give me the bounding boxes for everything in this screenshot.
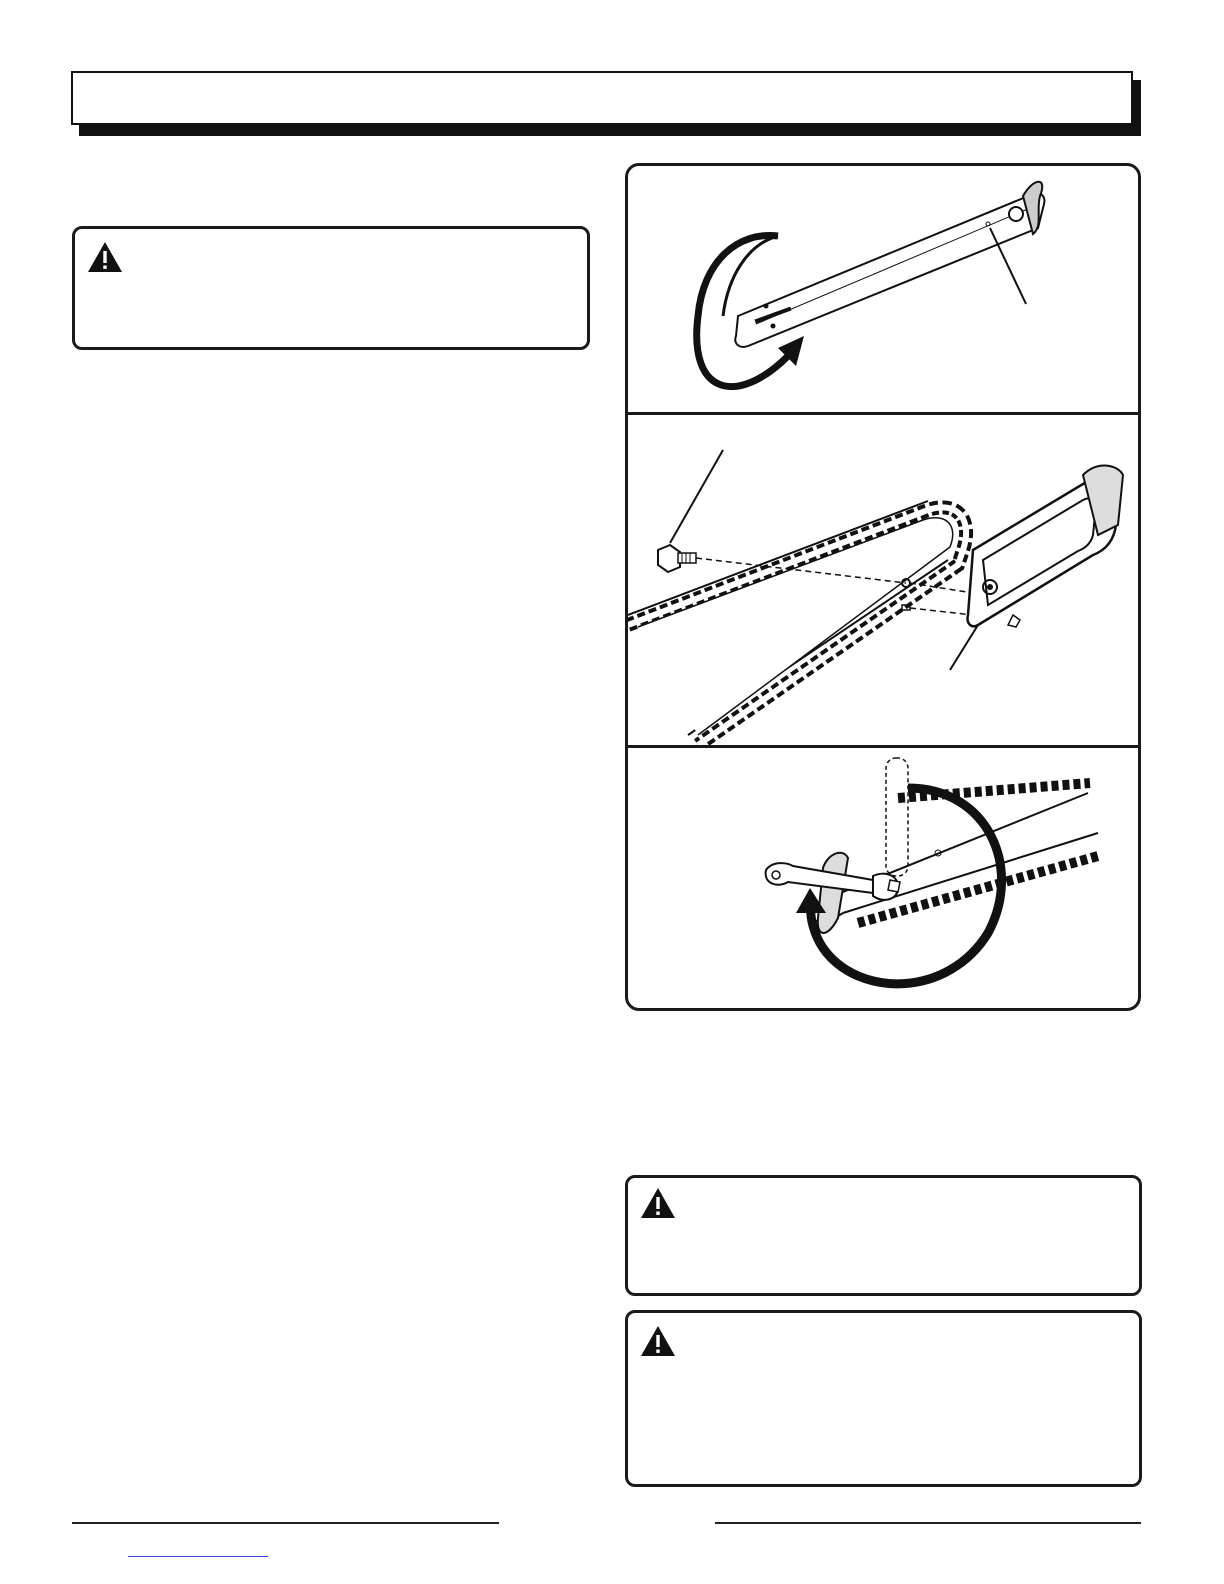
- figure-panel-flip-bar: [628, 166, 1138, 412]
- figure-frame: [625, 163, 1141, 1011]
- header-banner: [71, 71, 1133, 125]
- chain-cover: [968, 466, 1123, 627]
- bar-nut: [658, 545, 696, 572]
- figure-panel-tighten-nut: [628, 748, 1138, 1008]
- sprocket-cover: [818, 853, 848, 933]
- warning-triangle-icon: [640, 1187, 676, 1219]
- figure-panel-attach-bar: [628, 415, 1138, 745]
- warning-box-left: [72, 226, 590, 350]
- footer-rule-right: [715, 1522, 1141, 1524]
- callout-line: [950, 625, 978, 670]
- footer-link[interactable]: [128, 1556, 268, 1557]
- callout-line: [670, 450, 723, 543]
- wrench-ghost: [886, 758, 908, 876]
- warning-triangle-icon: [640, 1325, 676, 1357]
- warning-box-right-2: [625, 1310, 1142, 1487]
- warning-box-right-1: [625, 1175, 1142, 1296]
- warning-triangle-icon: [87, 241, 123, 273]
- footer-rule-left: [72, 1522, 499, 1524]
- guide-bar: [735, 182, 1044, 347]
